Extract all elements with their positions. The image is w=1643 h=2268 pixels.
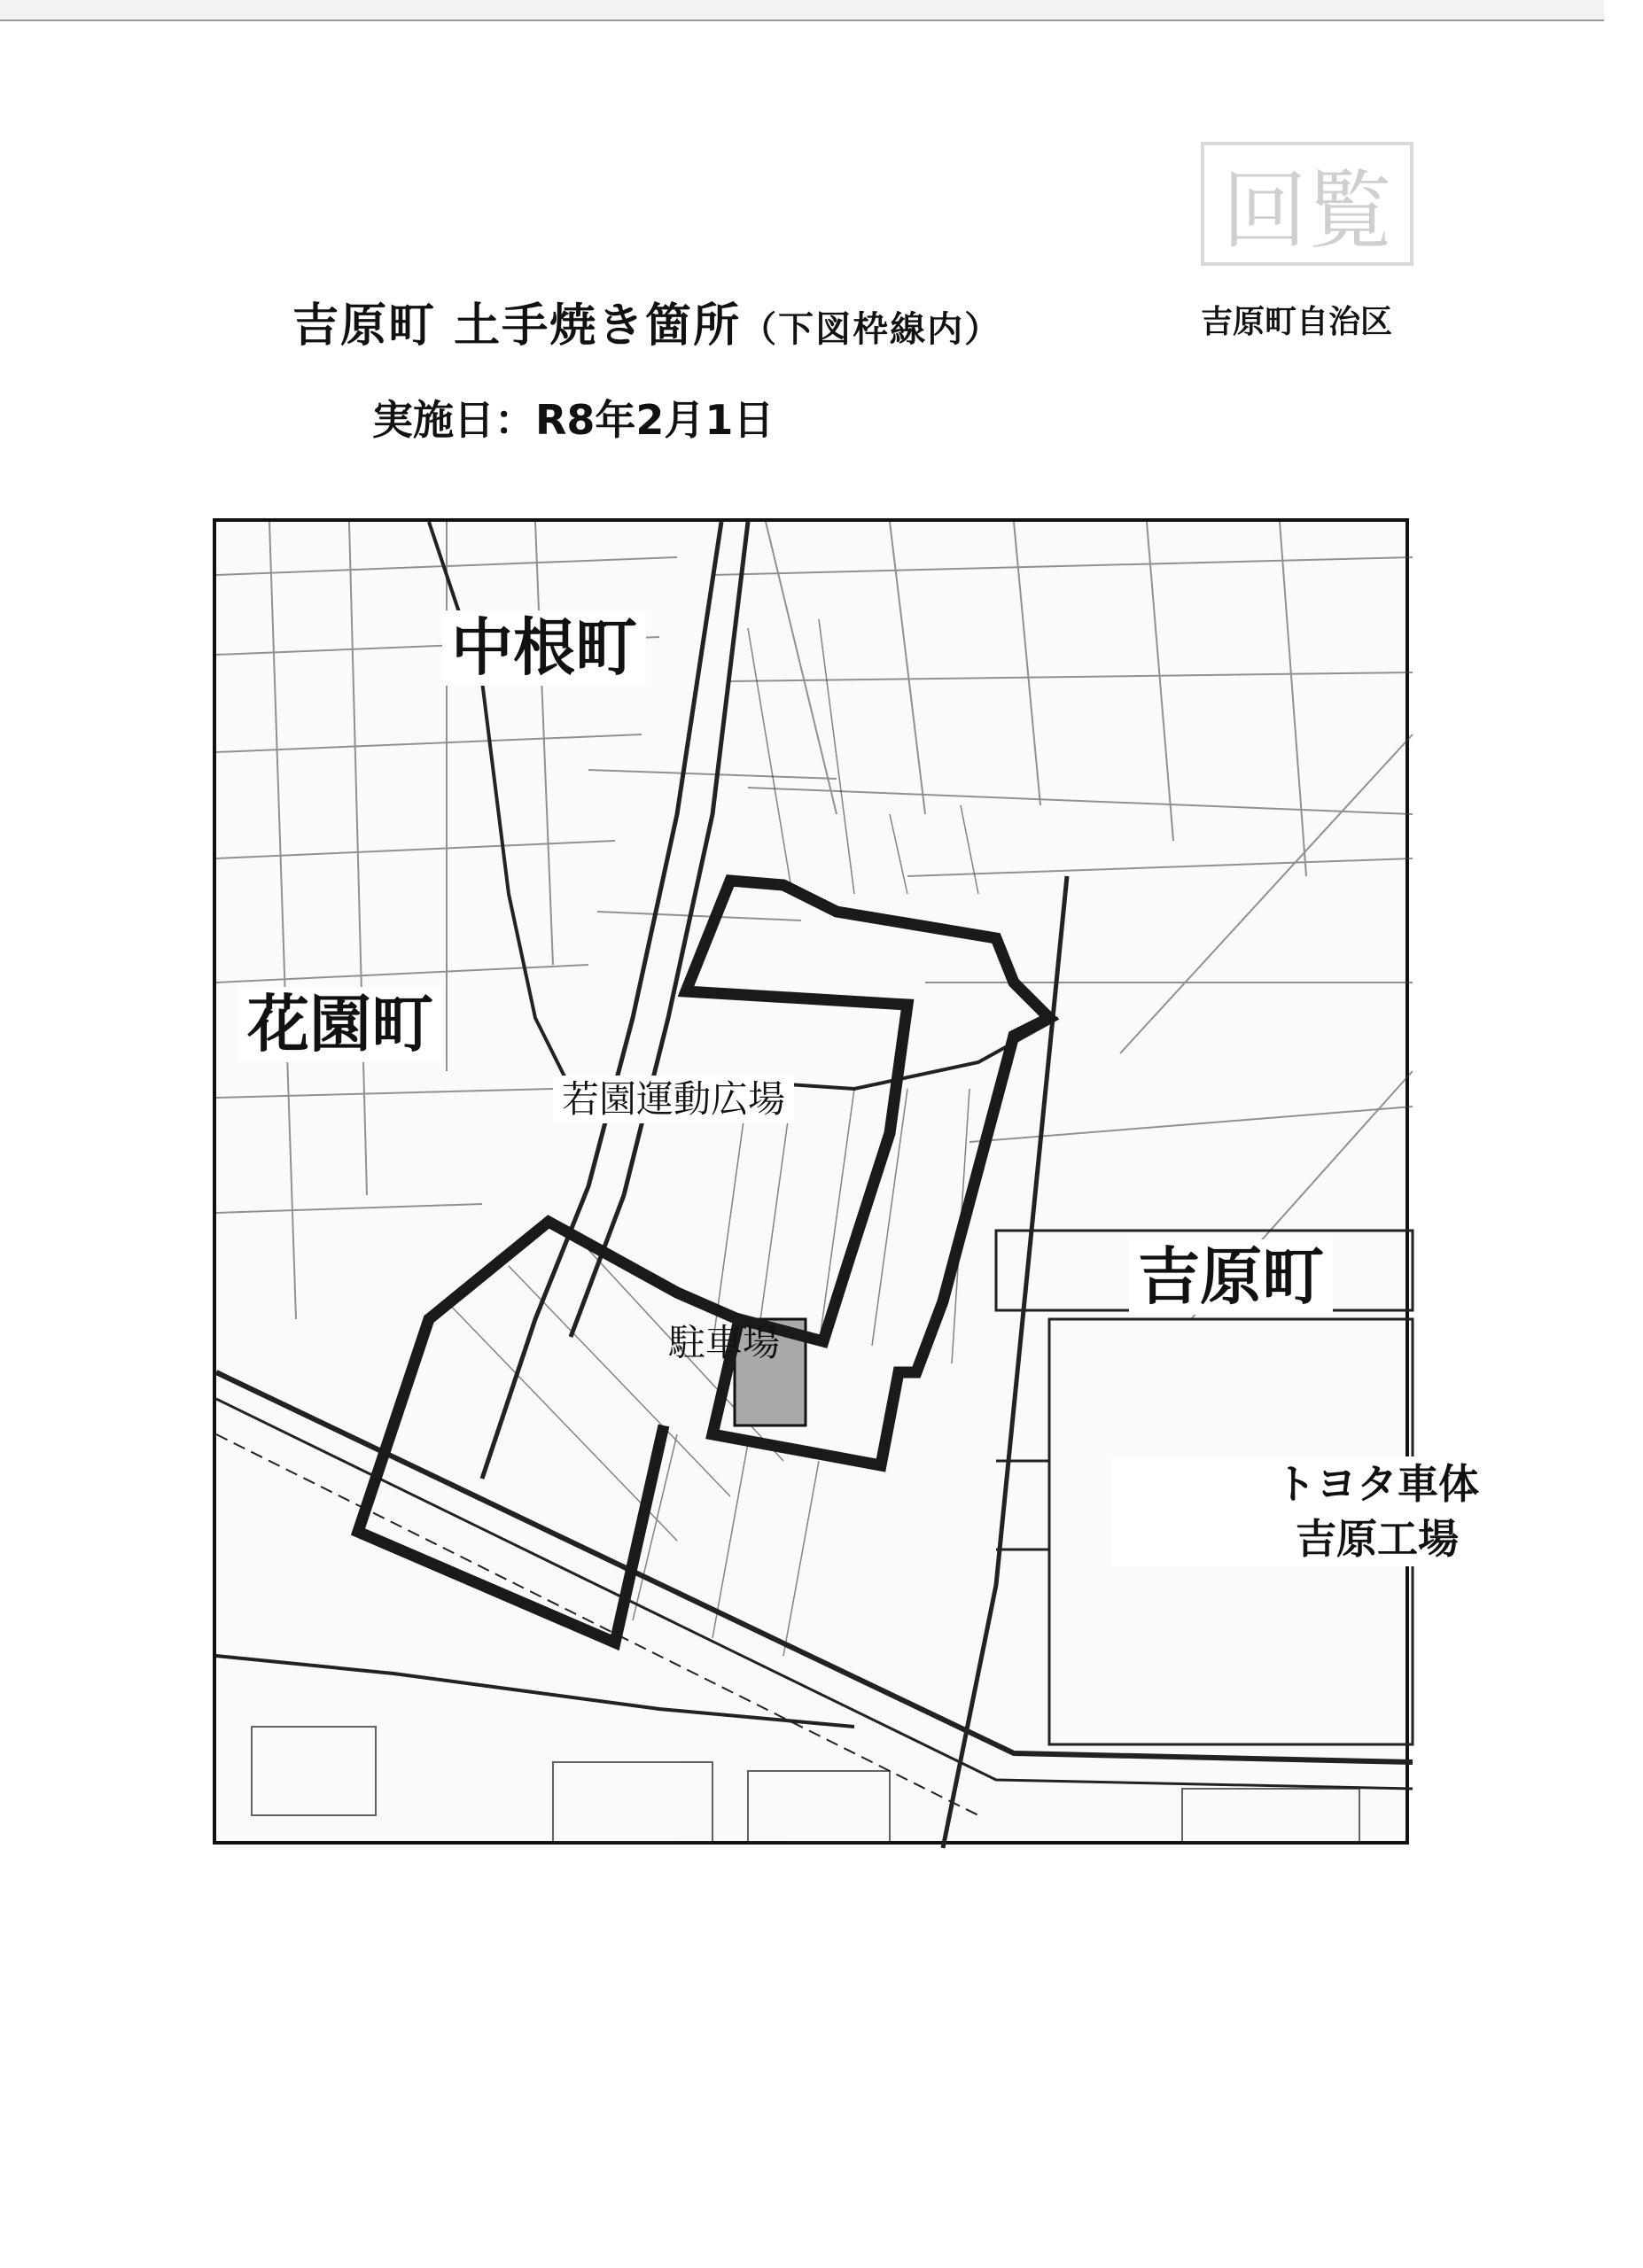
wakazono-sports-ground-label: 若園運動広場 (553, 1076, 794, 1123)
factory-name-line1: トヨタ車体 (1111, 1456, 1643, 1511)
title-note: （下図枠線内） (741, 309, 1002, 350)
page-top-edge (0, 0, 1604, 21)
factory-name-line2: 吉原工場 (1111, 1511, 1643, 1566)
circulation-stamp: 回覧 (1201, 142, 1413, 266)
nakane-town-label: 中根町 (442, 610, 646, 686)
railway-corridor (216, 1372, 1413, 1815)
implementation-date: 実施日：R8年2月1日 (372, 396, 775, 444)
page-title (292, 288, 1001, 354)
parking-label: 駐車場 (668, 1321, 781, 1364)
organization-name: 吉原町自治区 (1201, 304, 1393, 340)
street-network (216, 522, 1413, 1319)
yoshiwara-town-label: 吉原町 (1129, 1239, 1333, 1315)
title-main: 吉原町 土手焼き箇所 (292, 299, 742, 353)
hanazono-town-label: 花園町 (238, 987, 442, 1062)
map-drawing (216, 522, 1413, 1848)
toyota-factory-label (1111, 1456, 1643, 1566)
area-map (213, 518, 1479, 1845)
burn-area-boundary (358, 881, 1049, 1643)
